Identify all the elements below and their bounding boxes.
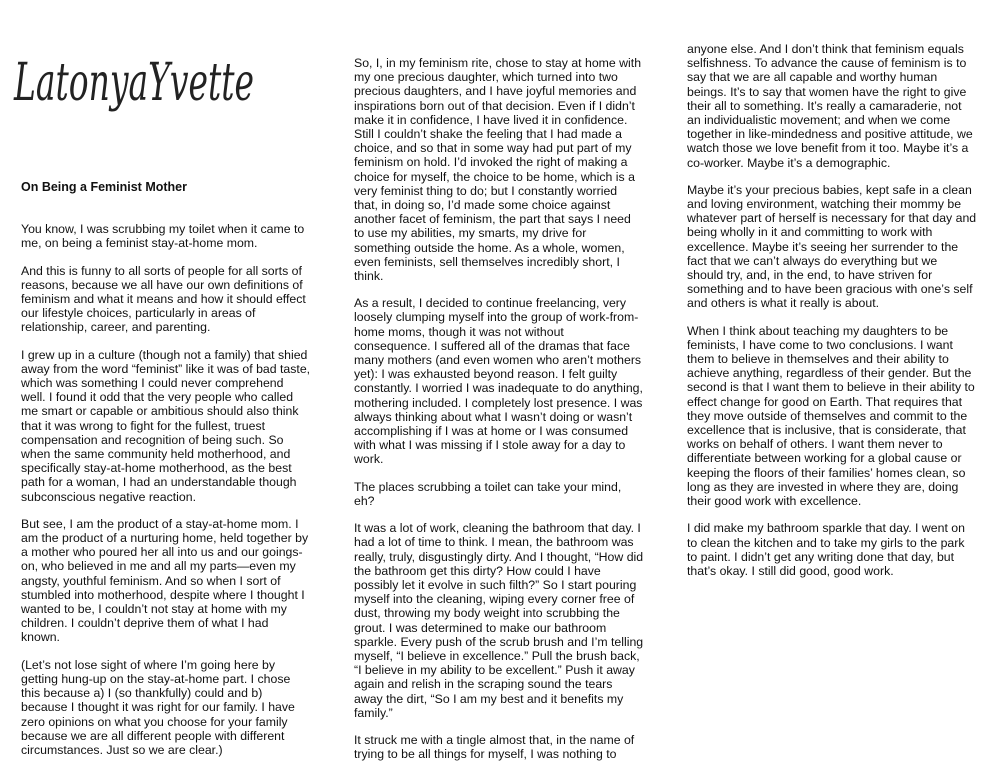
paragraph: I grew up in a culture (though not a family) that shied away from the word “feminist” like it was of bad taste, which was something I could never comprehend well. I found it odd that the very people who called me smart or capable or ambitious should also think that it was wrong to fight for the fullest, truest compensation and recognition of being such. So when the same community held motherhood, and specifically stay-at-home motherhood, as the best path for a woman, I had an understandable though subconscious negative reaction. <box>21 347 311 504</box>
paragraph: When I think about teaching my daughters to be feminists, I have come to two conclusions. I want them to believe in themselves and their ability to achieve anything, regardless of their gender. But the second is that I want them to believe in their ability to effect change for good on Earth. That requires that they move outside of themselves and commit to the excellence that is inclusive, that is considerate, that works on behalf of others. I want them never to differentiate between working for a global cause or keeping the floors of their families’ homes clean, so long as they are invested in where they are, doing their good work with excellence. <box>687 323 975 509</box>
paragraph: Maybe it’s your precious babies, kept safe in a clean and loving environment, watching their mommy be whatever part of herself is necessary for that day and being wholly in it and committing to work with excellence. Maybe it’s seeing her surrender to the fact that we can’t always do everything but we should try, and, in the end, to have striven for something and to have been gracious with one’s self and others is what it really is about. <box>687 182 977 311</box>
paragraph: So, I, in my feminism rite, chose to stay at home with my one precious daughter, which turned into two precious daughters, and I have joyful memories and inspirations born out of that decision. Even if I didn’t make it in confidence, I have lived it in confidence. Still I couldn’t shake the feeling that I had made a choice, and so that in some way had put part of my feminism on hold. I’d invoked the right of making a choice for myself, the choice to be home, which is a very feminist thing to do; but I constantly worried that, in doing so, I’d made some choice against another facet of feminism, the part that says I need to use my abilities, my smarts, my drive for something outside the home. As a whole, women, even feminists, sell themselves incredibly short, I think. <box>354 56 642 284</box>
column-1 <box>21 180 313 770</box>
paragraph: But see, I am the product of a stay-at-home mom. I am the product of a nurturing home, held together by a mother who poured her all into us and our goings- on, who believed in me and all my parts—even my angsty, youthful feminism. And so when I sort of stumbled into motherhood, despite where I thought I wanted to be, I couldn’t not stay at home with my children. I couldn’t deprive them of what I had known. <box>21 516 309 645</box>
logo-text: LatonyaYvette <box>13 53 254 113</box>
paragraph: anyone else. And I don’t think that feminism equals selfishness. To advance the cause of feminism is to say that we are all capable and worthy human beings. It’s to say that women have the right to give their all to something. It’s really a camaraderie, not an individualistic movement; and when we come together in like-mindedness and positive attitude, we watch those we love benefit from it too. Maybe it’s a co-worker. Maybe it’s a demographic. <box>687 42 973 170</box>
paragraph: You know, I was scrubbing my toilet when it came to me, on being a feminist stay-at-home mom. <box>21 222 305 251</box>
paragraph: I did make my bathroom sparkle that day. I went on to clean the kitchen and to take my girls to the park to paint. I didn’t get any writing done that day, but that’s okay. I still did good, good work. <box>687 521 965 578</box>
article-title: On Being a Feminist Mother <box>21 180 187 194</box>
signature-logo <box>10 30 260 120</box>
paragraph: As a result, I decided to continue freelancing, very loosely clumping myself into the group of work-from- home moms, though it was not without consequence. I suffered all of the dramas that face many mothers (and even women who aren’t mothers yet): I was exhausted beyond reason. I felt guilty constantly. I worried I was inadequate to do anything, mothering included. I completely lost presence. I was always thinking about what I wasn’t doing or wasn’t accomplishing if I was at home or I was consumed with what I was missing if I stole away for a day to work. <box>354 296 643 467</box>
paragraph: It was a lot of work, cleaning the bathroom that day. I had a lot of time to think. I mean, the bathroom was really, truly, disgustingly dirty. And I thought, “How did the bathroom get this dirty? How could I have possibly let it evolve in such filth?” So I start pouring myself into the cleaning, wiping every corner free of dust, throwing my body weight into scrubbing the grout. I was determined to make our bathroom sparkle. Every push of the scrub brush and I’m telling myself, “I believe in excellence.” Pull the brush back, “I believe in my ability to be excellent.” Push it away again and relish in the scraping sound the tears away the dirt, “So I am my best and it benefits my family.” <box>354 521 644 720</box>
paragraph: And this is funny to all sorts of people for all sorts of reasons, because we all have our own definitions of feminism and what it means and how it should effect our lifestyle choices, particularly in areas of relationship, career, and parenting. <box>21 263 306 335</box>
paragraph: It struck me with a tingle almost that, in the name of trying to be all things for myself, I was nothing to <box>354 732 635 762</box>
column-3 <box>687 42 985 591</box>
paragraph: The places scrubbing a toilet can take your mind, eh? <box>354 479 622 508</box>
column-2 <box>354 56 652 774</box>
paragraph: (Let’s not lose sight of where I’m going here by getting hung-up on the stay-at-home part. I chose this because a) I (so thankfully) could and b) because I thought it was right for our family. I have zero opinions on what you choose for your family because we are all different people with different circumstances. Just so we are clear.) <box>21 657 295 757</box>
